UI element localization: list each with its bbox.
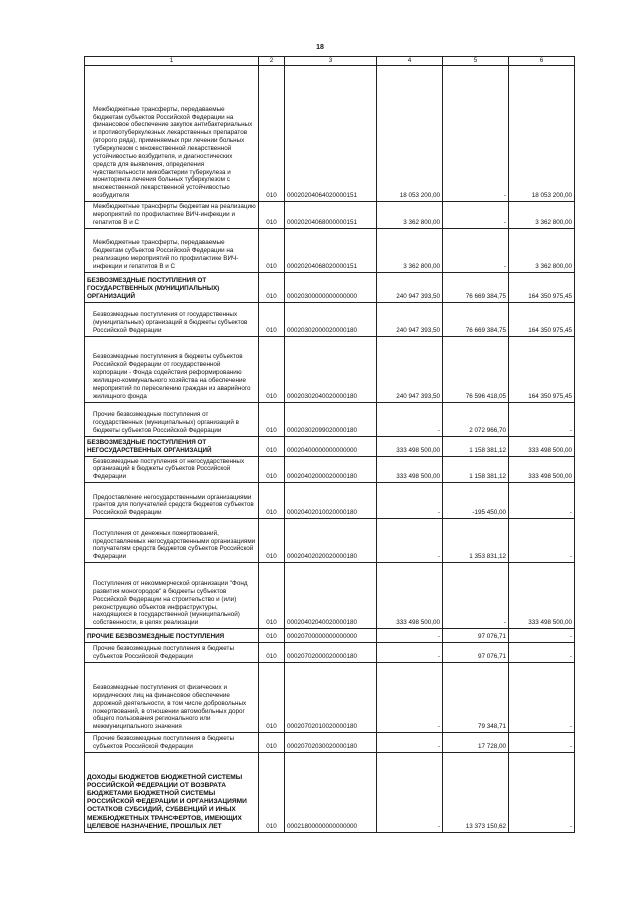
unexecuted-amount: 333 498 500,00 <box>509 456 575 483</box>
executed-amount: - <box>443 202 509 229</box>
approved-amount: - <box>377 663 443 733</box>
executed-amount: -195 450,00 <box>443 483 509 519</box>
row-name: Безвозмездные поступления в бюджеты субъектов Российской Федерации от государственной корпорации - Фонда содействия реформированию жилищно-коммунального хозяйства на обеспечение мероприятий по переселению граждан из аварийного жилищного фонда <box>85 336 259 402</box>
approved-amount: - <box>377 402 443 436</box>
table-row <box>85 733 575 753</box>
line-code: 010 <box>259 753 285 833</box>
line-code: 010 <box>259 302 285 336</box>
unexecuted-amount: 3 362 800,00 <box>509 228 575 272</box>
executed-amount: 1 353 831,12 <box>443 519 509 563</box>
budget-classification-code: 00020204068020000151 <box>285 228 377 272</box>
unexecuted-amount: 333 498 500,00 <box>509 563 575 629</box>
approved-amount: - <box>377 733 443 753</box>
line-code: 010 <box>259 629 285 643</box>
line-code: 010 <box>259 483 285 519</box>
table-row <box>85 629 575 643</box>
executed-amount: 13 373 150,62 <box>443 753 509 833</box>
row-name: Межбюджетные трансферты, передаваемые бюджетам субъектов Российской Федерации на финансовое обеспечение закупок антибактериальных и противотуберкулезных лекарственных препаратов (второго ряда), применяемых при лечении больных туберкулезом с множественной лекарственной устойчивостью возбудителя, и диагностических средств для выявления, определения чувствительности микобактерии туберкулеза и мониторинга лечения больных туберкулезом с множественной лекарственной устойчивостью возбудителя <box>85 66 259 202</box>
line-code: 010 <box>259 66 285 202</box>
row-name: Прочие безвозмездные поступления в бюджеты субъектов Российской Федерации <box>85 643 259 663</box>
budget-classification-code: 00020402000020000180 <box>285 456 377 483</box>
column-number-row <box>85 57 575 66</box>
budget-classification-code: 00020204064020000151 <box>285 66 377 202</box>
unexecuted-amount: - <box>509 629 575 643</box>
executed-amount: 76 596 418,05 <box>443 336 509 402</box>
approved-amount: 240 947 393,50 <box>377 272 443 302</box>
executed-amount: - <box>443 563 509 629</box>
unexecuted-amount: 18 053 200,00 <box>509 66 575 202</box>
approved-amount: 240 947 393,50 <box>377 302 443 336</box>
row-name: Безвозмездные поступления от государственных (муниципальных) организаций в бюджеты субъектов Российской Федерации <box>85 302 259 336</box>
table-row <box>85 228 575 272</box>
row-name: Межбюджетные трансферты бюджетам на реализацию мероприятий по профилактике ВИЧ-инфекции и гепатитов В и С <box>85 202 259 229</box>
line-code: 010 <box>259 336 285 402</box>
table-row <box>85 643 575 663</box>
budget-classification-code: 00020402020020000180 <box>285 519 377 563</box>
line-code: 010 <box>259 563 285 629</box>
executed-amount: 1 158 381,12 <box>443 456 509 483</box>
column-header: 4 <box>377 57 443 66</box>
budget-classification-code: 00021800000000000000 <box>285 753 377 833</box>
approved-amount: 333 498 500,00 <box>377 436 443 456</box>
approved-amount: 240 947 393,50 <box>377 336 443 402</box>
budget-revenue-table <box>84 56 575 833</box>
executed-amount: 2 072 966,70 <box>443 402 509 436</box>
row-name: Прочие безвозмездные поступления от государственных (муниципальных) организаций в бюджеты субъектов Российской Федерации <box>85 402 259 436</box>
budget-classification-code: 00020402010020000180 <box>285 483 377 519</box>
approved-amount: - <box>377 629 443 643</box>
budget-classification-code: 00020702000020000180 <box>285 643 377 663</box>
budget-classification-code: 00020702010020000180 <box>285 663 377 733</box>
approved-amount: - <box>377 483 443 519</box>
line-code: 010 <box>259 272 285 302</box>
budget-classification-code: 00020300000000000000 <box>285 272 377 302</box>
executed-amount: 76 669 384,75 <box>443 272 509 302</box>
table-row <box>85 272 575 302</box>
budget-classification-code: 00020700000000000000 <box>285 629 377 643</box>
row-name: Безвозмездные поступления от негосударственных организаций в бюджеты субъектов Российской Федерации <box>85 456 259 483</box>
unexecuted-amount: 3 362 800,00 <box>509 202 575 229</box>
table-row <box>85 663 575 733</box>
unexecuted-amount: - <box>509 663 575 733</box>
executed-amount: 1 158 381,12 <box>443 436 509 456</box>
unexecuted-amount: - <box>509 733 575 753</box>
column-header: 3 <box>285 57 377 66</box>
line-code: 010 <box>259 202 285 229</box>
budget-classification-code: 00020204068000000151 <box>285 202 377 229</box>
table-row <box>85 402 575 436</box>
line-code: 010 <box>259 228 285 272</box>
unexecuted-amount: - <box>509 753 575 833</box>
executed-amount: 76 669 384,75 <box>443 302 509 336</box>
budget-classification-code: 00020302099020000180 <box>285 402 377 436</box>
budget-classification-code: 00020302000020000180 <box>285 302 377 336</box>
unexecuted-amount: - <box>509 483 575 519</box>
line-code: 010 <box>259 643 285 663</box>
column-header: 2 <box>259 57 285 66</box>
approved-amount: - <box>377 643 443 663</box>
unexecuted-amount: 333 498 500,00 <box>509 436 575 456</box>
table-row <box>85 202 575 229</box>
table-row <box>85 336 575 402</box>
executed-amount: - <box>443 66 509 202</box>
executed-amount: 17 728,00 <box>443 733 509 753</box>
row-name: БЕЗВОЗМЕЗДНЫЕ ПОСТУПЛЕНИЯ ОТ ГОСУДАРСТВЕННЫХ (МУНИЦИПАЛЬНЫХ) ОРГАНИЗАЦИЙ <box>85 272 259 302</box>
budget-classification-code: 00020402040020000180 <box>285 563 377 629</box>
approved-amount: - <box>377 519 443 563</box>
table-row <box>85 436 575 456</box>
executed-amount: - <box>443 228 509 272</box>
approved-amount: 18 053 200,00 <box>377 66 443 202</box>
row-name: Поступления от денежных пожертвований, предоставляемых негосударственными организациями получателям средств бюджетов субъектов Российской Федерации <box>85 519 259 563</box>
executed-amount: 97 076,71 <box>443 629 509 643</box>
line-code: 010 <box>259 456 285 483</box>
unexecuted-amount: - <box>509 643 575 663</box>
line-code: 010 <box>259 436 285 456</box>
row-name: Поступления от некоммерческой организации "Фонд развития моногородов" в бюджеты субъектов Российской Федерации на строительство и (или) реконструкцию объектов инфраструктуры, находящихся в государственной (муниципальной) собственности, в целях реализации <box>85 563 259 629</box>
line-code: 010 <box>259 663 285 733</box>
table-row <box>85 483 575 519</box>
budget-classification-code: 00020400000000000000 <box>285 436 377 456</box>
row-name: Межбюджетные трансферты, передаваемые бюджетам субъектов Российской Федерации на реализацию мероприятий по профилактике ВИЧ-инфекции и гепатитов В и С <box>85 228 259 272</box>
column-header: 6 <box>509 57 575 66</box>
unexecuted-amount: - <box>509 519 575 563</box>
row-name: ДОХОДЫ БЮДЖЕТОВ БЮДЖЕТНОЙ СИСТЕМЫ РОССИЙСКОЙ ФЕДЕРАЦИИ ОТ ВОЗВРАТА БЮДЖЕТАМИ БЮДЖЕТНОЙ СИСТЕМЫ РОССИЙСКОЙ ФЕДЕРАЦИИ И ОРГАНИЗАЦИЯМИ ОСТАТКОВ СУБСИДИЙ, СУБВЕНЦИЙ И ИНЫХ МЕЖБЮДЖЕТНЫХ ТРАНСФЕРТОВ, ИМЕЮЩИХ ЦЕЛЕВОЕ НАЗНАЧЕНИЕ, ПРОШЛЫХ ЛЕТ <box>85 753 259 833</box>
line-code: 010 <box>259 519 285 563</box>
table-row <box>85 66 575 202</box>
column-header: 5 <box>443 57 509 66</box>
unexecuted-amount: - <box>509 402 575 436</box>
row-name: Безвозмездные поступления от физических и юридических лиц на финансовое обеспечение дорожной деятельности, в том числе добровольных пожертвований, в отношении автомобильных дорог общего пользования регионального или межмуниципального значения <box>85 663 259 733</box>
line-code: 010 <box>259 402 285 436</box>
approved-amount: 333 498 500,00 <box>377 456 443 483</box>
column-header: 1 <box>85 57 259 66</box>
table-row <box>85 302 575 336</box>
line-code: 010 <box>259 733 285 753</box>
approved-amount: - <box>377 753 443 833</box>
row-name: Прочие безвозмездные поступления в бюджеты субъектов Российской Федерации <box>85 733 259 753</box>
row-name: Предоставление негосударственными организациями грантов для получателей средств бюджетов субъектов Российской Федерации <box>85 483 259 519</box>
table-row <box>85 563 575 629</box>
executed-amount: 79 348,71 <box>443 663 509 733</box>
table-row <box>85 456 575 483</box>
unexecuted-amount: 164 350 975,45 <box>509 272 575 302</box>
budget-classification-code: 00020302040020000180 <box>285 336 377 402</box>
page-number: 18 <box>316 44 324 51</box>
row-name: БЕЗВОЗМЕЗДНЫЕ ПОСТУПЛЕНИЯ ОТ НЕГОСУДАРСТВЕННЫХ ОРГАНИЗАЦИЙ <box>85 436 259 456</box>
approved-amount: 3 362 800,00 <box>377 228 443 272</box>
unexecuted-amount: 164 350 975,45 <box>509 302 575 336</box>
approved-amount: 333 498 500,00 <box>377 563 443 629</box>
unexecuted-amount: 164 350 975,45 <box>509 336 575 402</box>
table-row <box>85 519 575 563</box>
executed-amount: 97 076,71 <box>443 643 509 663</box>
row-name: ПРОЧИЕ БЕЗВОЗМЕЗДНЫЕ ПОСТУПЛЕНИЯ <box>85 629 259 643</box>
budget-classification-code: 00020702030020000180 <box>285 733 377 753</box>
approved-amount: 3 362 800,00 <box>377 202 443 229</box>
table-row <box>85 753 575 833</box>
